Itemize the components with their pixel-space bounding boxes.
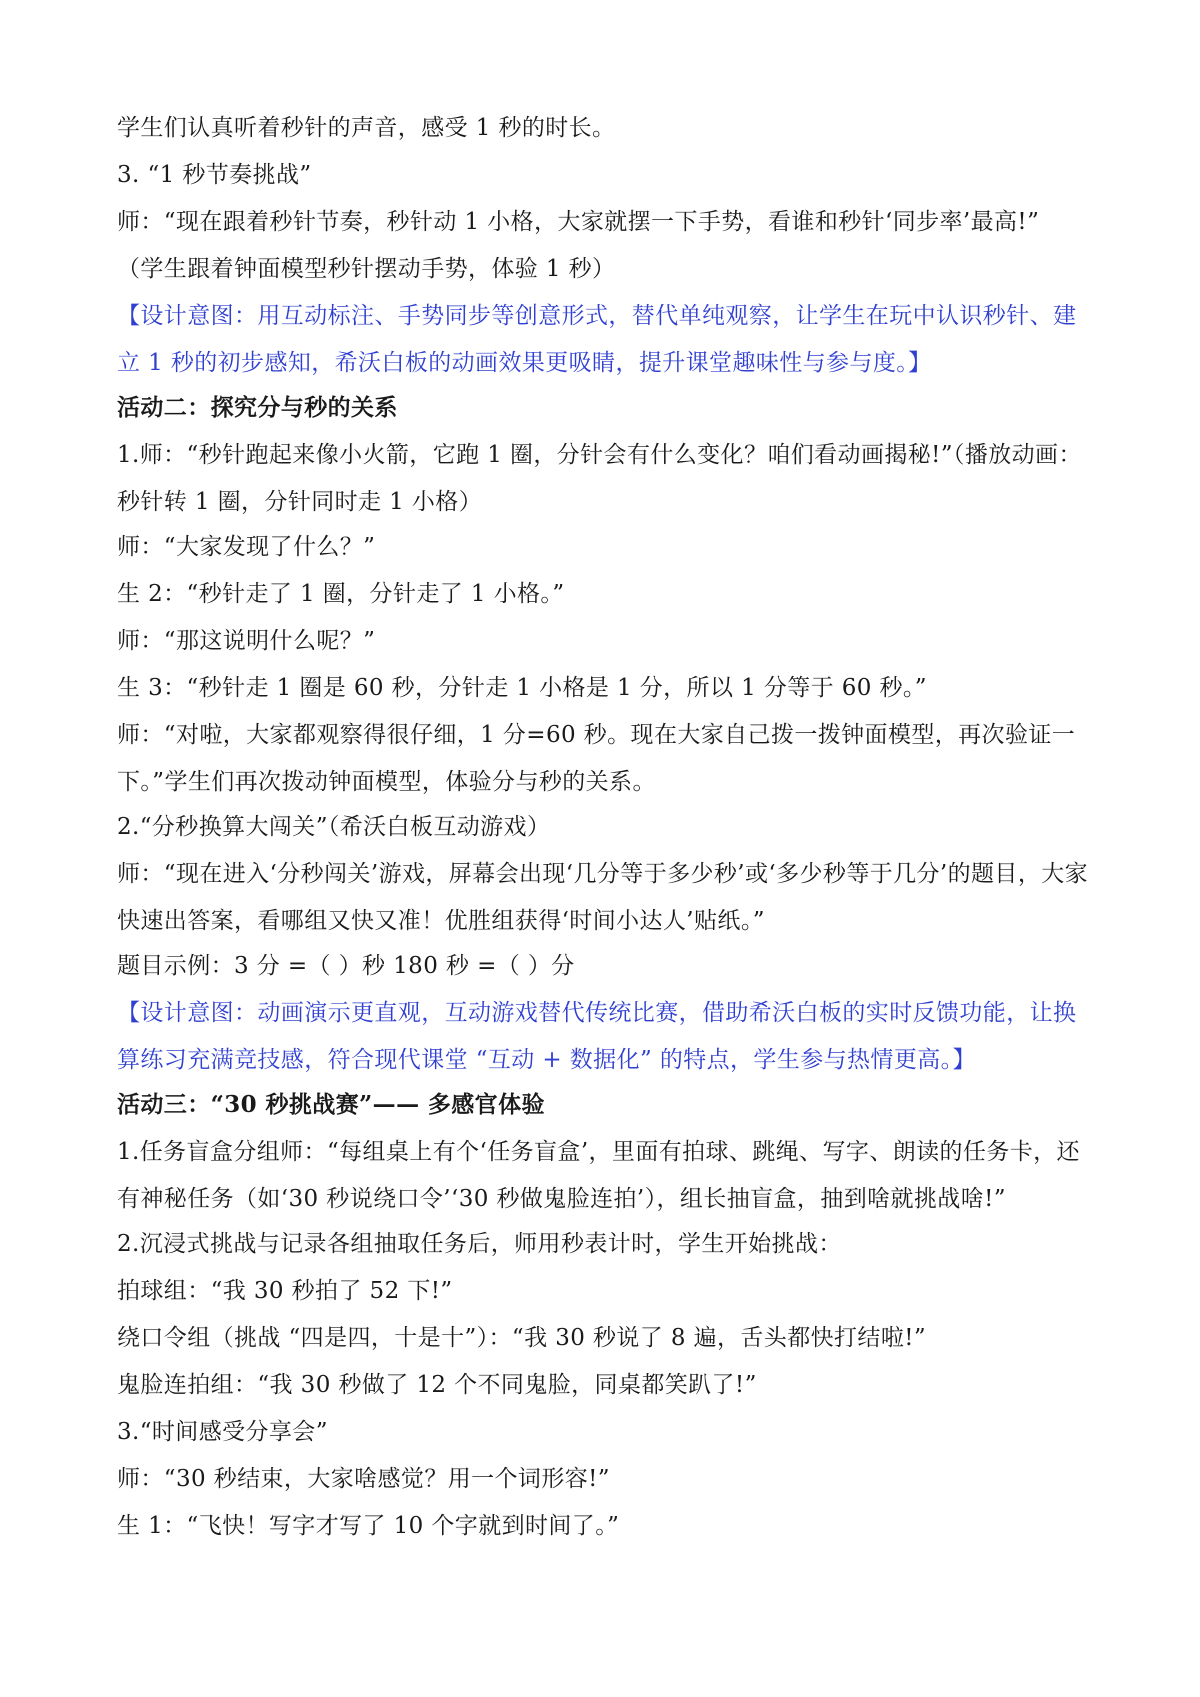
paragraph-example-questions: 题目示例：3 分 =（ ）秒 180 秒 =（ ）分 — [117, 953, 575, 979]
paragraph-tongue-twister-group: 绕口令组（挑战 “四是四，十是十”）：“我 30 秒说了 8 遍，舌头都快打结啦!” — [117, 1325, 927, 1351]
activity-three-heading: 活动三：“30 秒挑战赛”—— 多感官体验 — [117, 1091, 545, 1118]
heading-one-second-rhythm: 3. “1 秒节奏挑战” — [117, 162, 312, 188]
heading-time-sharing: 3.“时间感受分享会” — [117, 1419, 328, 1445]
paragraph-teacher-question: 师：“大家发现了什么？” — [117, 534, 376, 560]
paragraph-listen-second-hand: 学生们认真听着秒针的声音，感受 1 秒的时长。 — [117, 115, 616, 141]
paragraph-game-intro: 师：“现在进入‘分秒闯关’游戏，屏幕会出现‘几分等于多少秒’或‘多少秒等于几分’的题目，大家快速出答案，看哪组又快又准！优胜组获得‘时间小达人’贴纸。” — [117, 861, 1089, 934]
paragraph-teacher-30-seconds: 师：“30 秒结束，大家啥感觉？用一个词形容!” — [117, 1466, 610, 1492]
paragraph-student-gesture: （学生跟着钟面模型秒针摆动手势，体验 1 秒） — [117, 256, 616, 282]
document-body — [117, 113, 1099, 1558]
paragraph-face-group: 鬼脸连拍组：“我 30 秒做了 12 个不同鬼脸，同桌都笑趴了!” — [117, 1372, 757, 1398]
paragraph-teacher-confirm: 师：“对啦，大家都观察得很仔细，1 分=60 秒。现在大家自己拨一拨钟面模型，再次验证一下。”学生们再次拨动钟面模型，体验分与秒的关系。 — [117, 722, 1076, 795]
paragraph-rocket-animation: 1.师：“秒针跑起来像小火箭，它跑 1 圈，分针会有什么变化？咱们看动画揭秘!”（播放动画：秒针转 1 圈，分针同时走 1 小格） — [117, 442, 1082, 515]
paragraph-student-1: 生 1：“飞快！写字才写了 10 个字就到时间了。” — [117, 1513, 620, 1539]
paragraph-immersive-challenge: 2.沉浸式挑战与记录各组抽取任务后，师用秒表计时，学生开始挑战： — [117, 1231, 842, 1257]
design-intent-1: 【设计意图：用互动标注、手势同步等创意形式，替代单纯观察，让学生在玩中认识秒针、建立 1 秒的初步感知，希沃白板的动画效果更吸睛，提升课堂趣味性与参与度。】 — [117, 303, 1077, 376]
paragraph-student-3: 生 3：“秒针走 1 圈是 60 秒，分针走 1 小格是 1 分，所以 1 分等于 60 秒。” — [117, 675, 927, 701]
paragraph-mystery-box: 1.任务盲盒分组师：“每组桌上有个‘任务盲盒’，里面有拍球、跳绳、写字、朗读的任务卡，还有神秘任务（如‘30 秒说绕口令’‘30 秒做鬼脸连拍’），组长抽盲盒，抽到啥就挑战啥!” — [117, 1139, 1080, 1212]
design-intent-2: 【设计意图：动画演示更直观，互动游戏替代传统比赛，借助希沃白板的实时反馈功能，让换算练习充满竞技感，符合现代课堂 “互动 + 数据化” 的特点，学生参与热情更高。】 — [117, 1000, 1077, 1073]
activity-two-heading: 活动二：探究分与秒的关系 — [117, 394, 398, 421]
paragraph-ball-group: 拍球组：“我 30 秒拍了 52 下!” — [117, 1278, 453, 1304]
heading-conversion-game: 2.“分秒换算大闯关”（希沃白板互动游戏） — [117, 814, 551, 840]
paragraph-student-2: 生 2：“秒针走了 1 圈，分针走了 1 小格。” — [117, 581, 565, 607]
paragraph-teacher-meaning: 师：“那这说明什么呢？” — [117, 628, 376, 654]
paragraph-teacher-rhythm: 师：“现在跟着秒针节奏，秒针动 1 小格，大家就摆一下手势，看谁和秒针‘同步率’最高!” — [117, 209, 1040, 235]
